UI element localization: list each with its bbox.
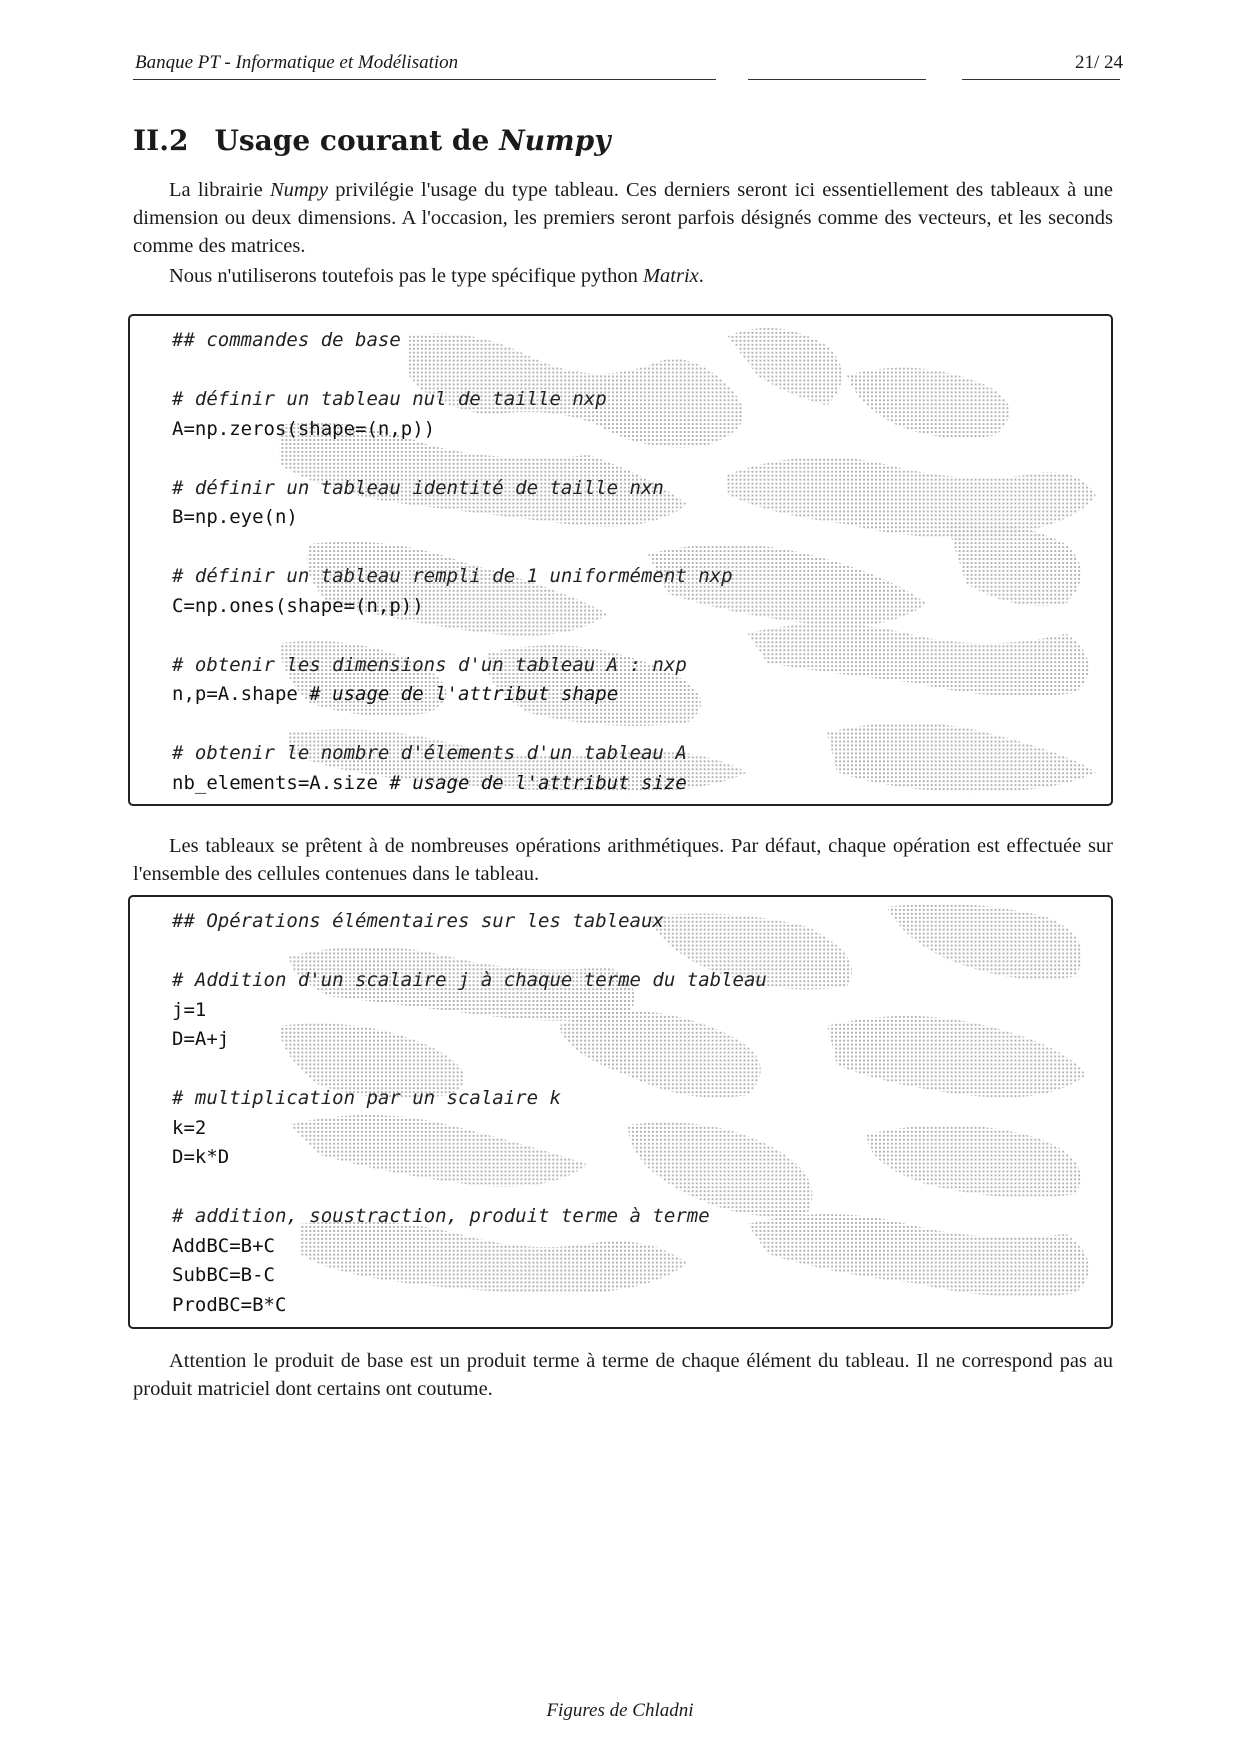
section-title-text: Usage courant de: [214, 124, 490, 157]
code-comment-line: ## commandes de base: [172, 329, 401, 351]
code-lines-1: [172, 326, 1101, 798]
intro-p1-emph: Numpy: [269, 179, 329, 201]
section-title-emph: Numpy: [499, 124, 611, 157]
intro-p1-end: privilégie l'usage du type tableau. Ces derniers seront ici essentiellement des tableaux à une dimension ou deux dimensions. A l'occasion, les premiers seront parfois désignés comme des vecteurs, et les seconds comme des matrices.: [133, 179, 1113, 257]
code-comment-line: # multiplication par un scalaire k: [172, 1087, 561, 1109]
code-blank-line: [172, 444, 1101, 474]
outro-paragraph: [133, 1347, 1113, 1403]
section-heading: [133, 124, 611, 157]
code-blank-line: [172, 1055, 1101, 1085]
code-statement: n,p=A.shape: [172, 683, 298, 705]
code-comment-line: # obtenir le nombre d'élements d'un tableau A: [172, 742, 687, 764]
intro-p2-start: Nous n'utiliserons toutefois pas le type spécifique python: [169, 265, 643, 287]
page-footer: Figures de Chladni: [546, 1700, 694, 1721]
code-line: ProdBC=B*C: [172, 1293, 287, 1316]
middle-text: Les tableaux se prêtent à de nombreuses opérations arithmétiques. Par défaut, chaque opération est effectuée sur l'ensemble des cellules contenues dans le tableau.: [133, 835, 1113, 885]
code-comment-line: # Addition d'un scalaire j à chaque terme du tableau: [172, 969, 767, 991]
code-blank-line: [172, 621, 1101, 651]
code-comment-line: ## Opérations élémentaires sur les tableaux: [172, 910, 664, 932]
code-block-basic-commands: [128, 314, 1113, 806]
header-rule-middle: [748, 79, 926, 80]
code-comment-line: # obtenir les dimensions d'un tableau A : nxp: [172, 653, 687, 676]
code-line: C=np.ones(shape=(n,p)): [172, 594, 424, 617]
code-line: [172, 680, 1101, 710]
code-line: B=np.eye(n): [172, 506, 298, 528]
intro-p1-start: La librairie: [169, 179, 270, 201]
code-line: A=np.zeros(shape=(n,p)): [172, 417, 436, 440]
code-statement: nb_elements=A.size: [172, 771, 378, 794]
intro-paragraph-1: [133, 176, 1113, 260]
code-comment-line: # définir un tableau identité de taille nxn: [172, 476, 664, 499]
code-blank-line: [172, 710, 1101, 740]
page-number: 21/ 24: [1074, 52, 1123, 73]
intro-paragraph-2: [133, 262, 1113, 290]
code-comment-line: # définir un tableau nul de taille nxp: [172, 388, 607, 410]
code-line: [172, 769, 1101, 799]
code-lines-2: [172, 907, 1101, 1320]
code-line: k=2: [172, 1116, 207, 1139]
code-line: D=k*D: [172, 1146, 230, 1168]
intro-p2-end: .: [698, 265, 704, 287]
code-comment-line: # addition, soustraction, produit terme à terme: [172, 1205, 710, 1227]
middle-paragraph: [133, 832, 1113, 888]
code-comment-line: # définir un tableau rempli de 1 uniformément nxp: [172, 565, 733, 587]
header-rule-right: [962, 79, 1120, 80]
intro-p2-emph: Matrix: [642, 265, 699, 287]
code-block-operations: [128, 895, 1113, 1329]
code-line: j=1: [172, 998, 207, 1021]
code-inline-comment: # usage de l'attribut shape: [297, 683, 619, 705]
code-line: D=A+j: [172, 1028, 230, 1050]
code-blank-line: [172, 533, 1101, 563]
code-blank-line: [172, 1173, 1101, 1203]
outro-text: Attention le produit de base est un produit terme à terme de chaque élément du tableau. Il ne correspond pas au produit matriciel dont certains ont coutume.: [133, 1350, 1113, 1400]
header-title: Banque PT - Informatique et Modélisation: [135, 52, 459, 73]
code-line: SubBC=B-C: [172, 1264, 275, 1286]
header-rule-left: [133, 79, 716, 80]
code-blank-line: [172, 356, 1101, 386]
section-number: II.2: [133, 124, 189, 157]
code-line: AddBC=B+C: [172, 1234, 275, 1257]
code-blank-line: [172, 937, 1101, 967]
code-inline-comment: # usage de l'attribut size: [377, 771, 687, 794]
